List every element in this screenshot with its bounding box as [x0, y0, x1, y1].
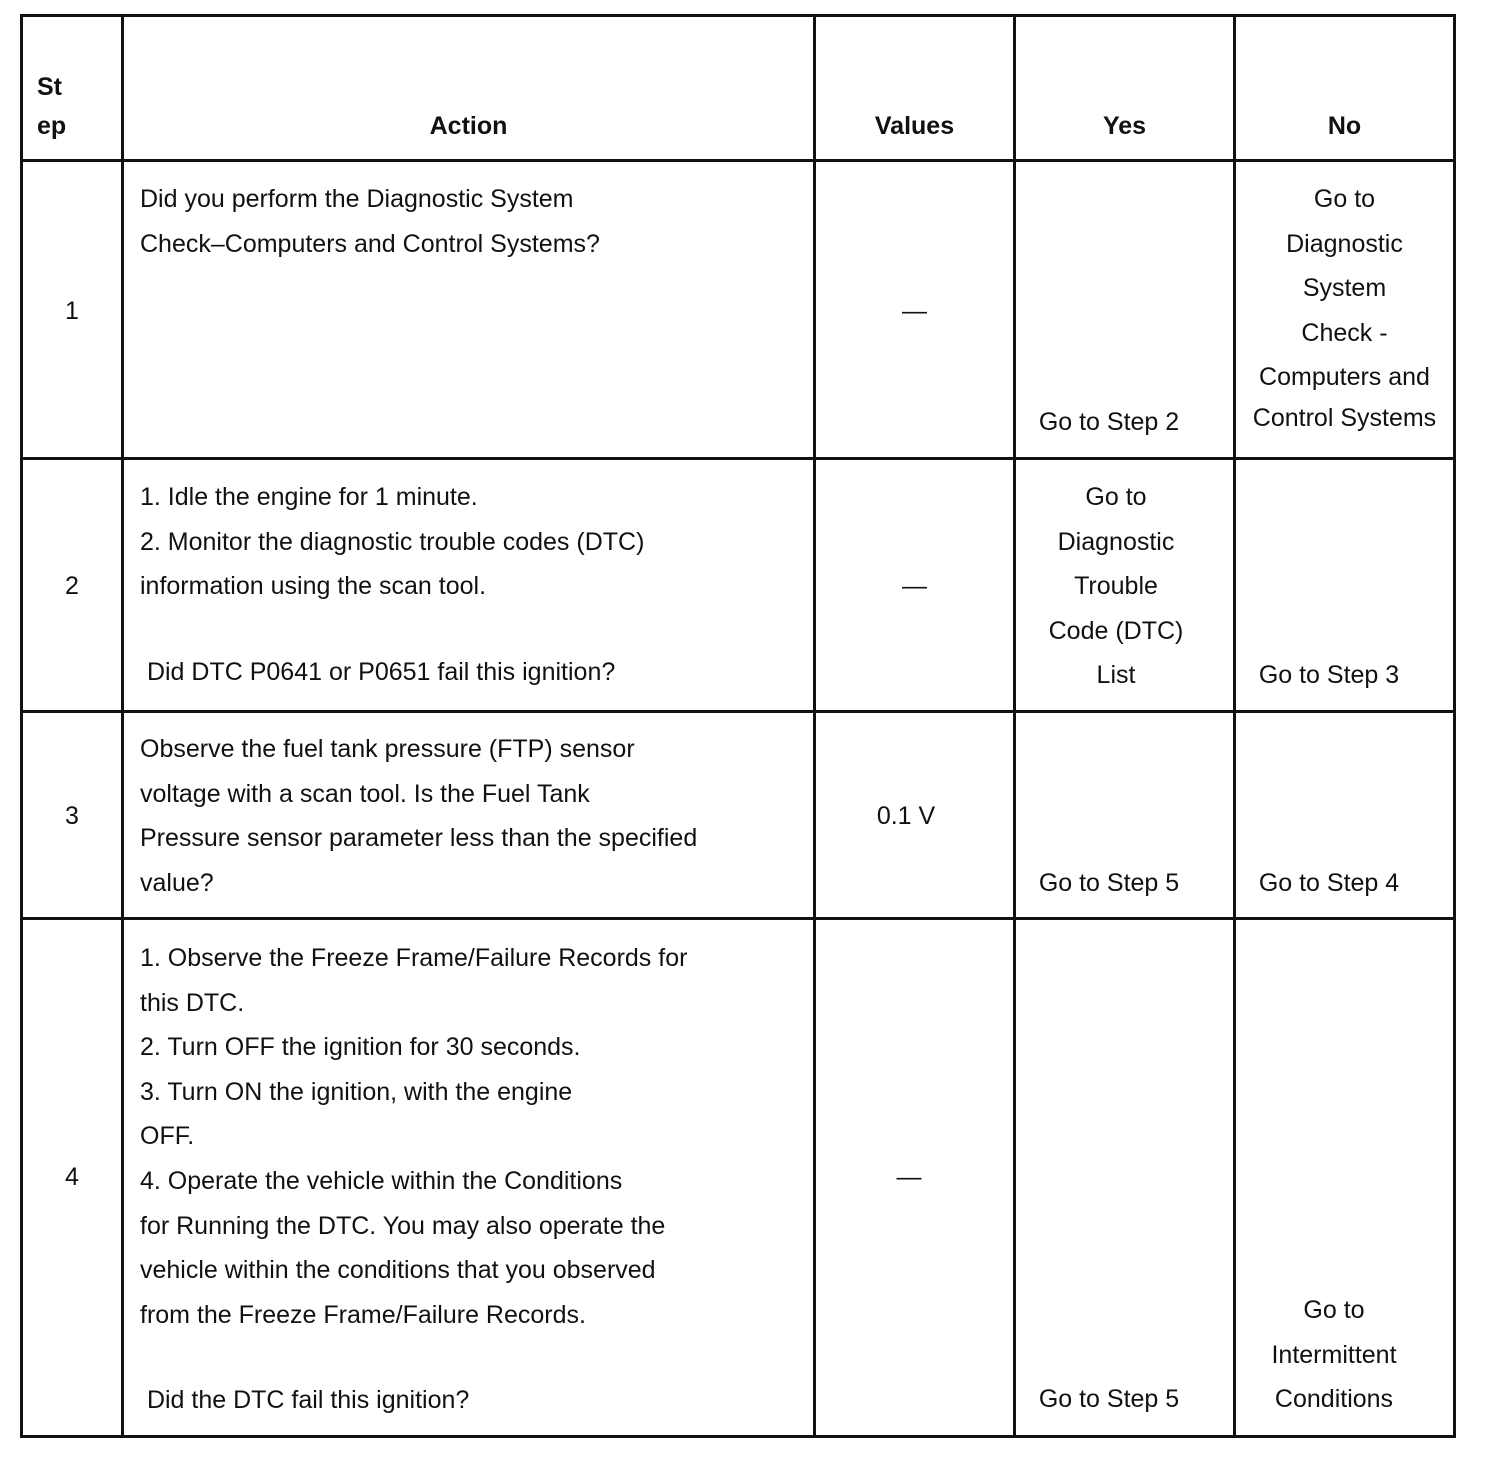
header-no: No: [1327, 112, 1362, 140]
row-1-value: —: [902, 297, 927, 325]
row-1-action: [140, 177, 600, 266]
action-line: Pressure sensor parameter less than the specified: [140, 824, 698, 853]
action-line: for Running the DTC. You may also operate the: [140, 1211, 666, 1240]
yes-line: Go to Step 5: [1038, 1385, 1180, 1413]
no-line: Conditions: [1274, 1385, 1394, 1414]
header-step-line: ep: [37, 112, 67, 140]
action-line: 3. Turn ON the ignition, with the engine: [140, 1077, 573, 1106]
no-line: Go to Step 4: [1258, 869, 1400, 897]
column-divider: [813, 14, 816, 1438]
row-divider: [20, 710, 1456, 713]
action-line: Did DTC P0641 or P0651 fail this ignition?: [140, 657, 616, 686]
row-2-no: [1236, 653, 1422, 698]
row-2-yes: [1016, 475, 1216, 698]
row-3-step: 3: [65, 802, 79, 830]
action-line: OFF.: [140, 1122, 195, 1151]
action-line: from the Freeze Frame/Failure Records.: [140, 1300, 586, 1329]
no-line: Go to: [1303, 1296, 1365, 1324]
row-4-no: [1236, 1288, 1432, 1422]
row-3-yes: [1016, 861, 1202, 906]
no-line: Diagnostic: [1286, 229, 1403, 258]
column-divider: [1013, 14, 1016, 1438]
no-line: System: [1302, 274, 1387, 303]
header-yes: Yes: [1102, 112, 1147, 140]
no-line: Intermittent: [1271, 1340, 1397, 1369]
row-divider: [20, 457, 1456, 460]
action-line: 4. Operate the vehicle within the Conditions: [140, 1166, 623, 1195]
row-4-step: 4: [65, 1163, 79, 1191]
row-divider: [20, 917, 1456, 920]
yes-line: Go to Step 2: [1038, 408, 1180, 436]
row-3-no: [1236, 861, 1422, 906]
yes-line: Diagnostic: [1057, 527, 1175, 556]
no-line: Check -: [1301, 318, 1388, 347]
row-3-value: 0.1 V: [876, 802, 936, 830]
no-line: Computers and: [1259, 363, 1430, 392]
row-4-yes: [1016, 1377, 1202, 1422]
row-3-action: [140, 727, 697, 905]
action-line: 2. Turn OFF the ignition for 30 seconds.: [140, 1033, 581, 1062]
action-line: Did you perform the Diagnostic System: [140, 185, 574, 213]
action-line: 1. Idle the engine for 1 minute.: [140, 483, 478, 511]
action-line: information using the scan tool.: [140, 572, 487, 601]
action-line: 1. Observe the Freeze Frame/Failure Records for: [140, 944, 688, 972]
row-2-value: —: [902, 572, 927, 600]
row-4-action: [140, 936, 687, 1423]
yes-line: List: [1096, 661, 1136, 690]
row-2-step: 2: [65, 572, 79, 600]
action-line: this DTC.: [140, 988, 245, 1017]
action-line: [140, 1337, 687, 1378]
action-line: [140, 609, 644, 650]
no-line: Go to Step 3: [1258, 661, 1400, 689]
row-1-yes: [1016, 400, 1202, 445]
no-line: Go to: [1313, 185, 1376, 213]
header-step: [37, 68, 66, 146]
action-line: voltage with a scan tool. Is the Fuel Tank: [140, 779, 590, 808]
row-4-value: —: [896, 1163, 922, 1191]
column-divider: [121, 14, 124, 1438]
action-line: Did the DTC fail this ignition?: [140, 1386, 470, 1415]
row-divider: [20, 159, 1456, 162]
no-line: Control Systems: [1252, 403, 1437, 432]
action-line: 2. Monitor the diagnostic trouble codes (DTC): [140, 527, 645, 556]
row-2-action: [140, 475, 644, 694]
yes-line: Code (DTC): [1048, 616, 1184, 645]
header-step-line: St: [37, 73, 62, 101]
row-1-no: [1236, 177, 1453, 436]
yes-line: Trouble: [1074, 572, 1158, 601]
action-line: value?: [140, 868, 214, 897]
action-line: Observe the fuel tank pressure (FTP) sensor: [140, 735, 635, 763]
header-values: Values: [874, 112, 955, 140]
action-line: Check–Computers and Control Systems?: [140, 229, 600, 258]
header-action: Action: [429, 112, 508, 140]
action-line: vehicle within the conditions that you observed: [140, 1256, 656, 1285]
yes-line: Go to: [1085, 483, 1147, 511]
row-1-step: 1: [65, 297, 79, 325]
yes-line: Go to Step 5: [1038, 869, 1180, 897]
